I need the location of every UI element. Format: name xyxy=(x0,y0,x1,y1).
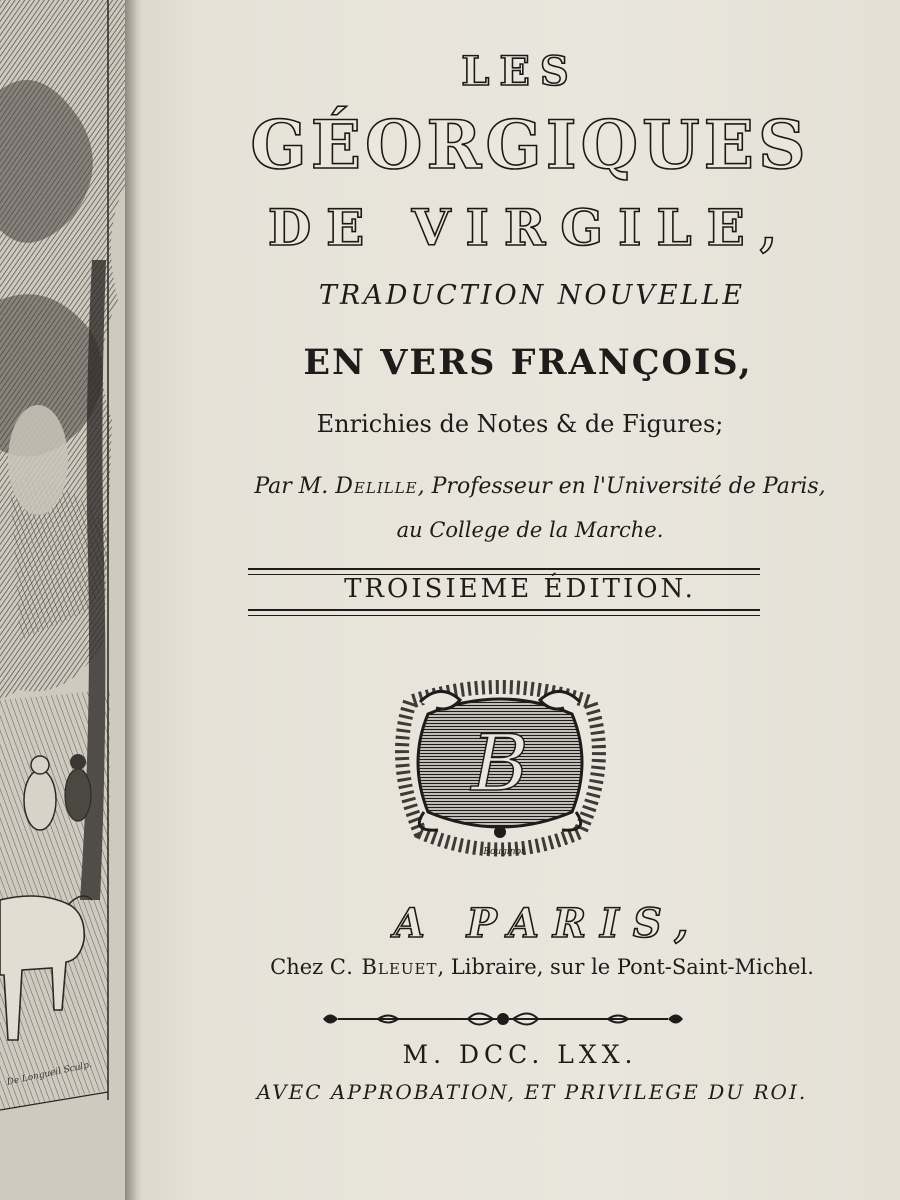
title-de-virgile: DE VIRGILE, xyxy=(267,198,793,257)
publisher-prefix: Chez xyxy=(270,955,330,979)
publisher-name: C. Bleuet xyxy=(329,955,438,979)
date-line: M. DCC. LXX. xyxy=(402,1040,638,1069)
frontispiece-engraving xyxy=(0,0,135,1200)
subtitle-en-vers: EN VERS FRANÇOIS, xyxy=(303,342,753,383)
ornamental-rule xyxy=(318,1008,688,1030)
privilege-line: AVEC APPROBATION, ET PRIVILEGE DU ROI. xyxy=(256,1080,808,1104)
engraver-caption: De Longueil Sculp. xyxy=(6,1059,93,1088)
rule-bottom xyxy=(248,609,760,616)
subtitle-traduction: TRADUCTION NOUVELLE xyxy=(318,280,746,311)
author-line xyxy=(160,474,900,499)
author-suffix: , Professeur en l'Université de Paris, xyxy=(417,474,826,499)
title-georgiques: GÉORGIQUES xyxy=(250,106,810,184)
edition-line: TROISIEME ÉDITION. xyxy=(344,574,696,604)
vignette-monogram: B xyxy=(471,719,529,809)
enrichies-line: Enrichies de Notes & de Figures; xyxy=(316,410,724,438)
engraving-illustration xyxy=(0,0,135,1200)
publisher-line xyxy=(162,955,900,979)
title-page xyxy=(140,0,900,1200)
author-prefix: Par M. xyxy=(254,474,336,499)
college-line: au College de la Marche. xyxy=(396,518,664,542)
printer-vignette xyxy=(380,662,620,862)
author-name: Delille xyxy=(335,474,418,499)
publisher-suffix: , Libraire, sur le Pont-Saint-Michel. xyxy=(437,955,814,979)
imprint-place: A PARIS, xyxy=(393,900,703,947)
vignette-signature: Bouginot xyxy=(483,847,525,857)
title-les: LES xyxy=(461,48,579,95)
